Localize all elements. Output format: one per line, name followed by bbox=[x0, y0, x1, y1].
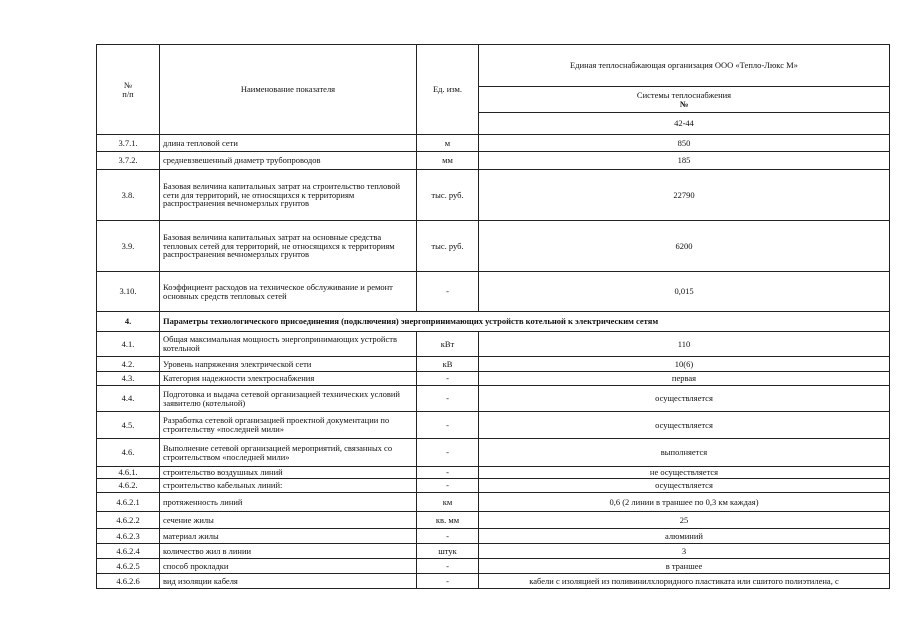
row-unit: - bbox=[417, 386, 479, 412]
row-name: материал жилы bbox=[160, 529, 417, 544]
row-num: 4.6.2. bbox=[97, 479, 160, 493]
row-value: кабели с изоляцией из поливинилхлоридного пластиката или сшитого полиэтилена, с bbox=[479, 574, 890, 589]
row-name: Базовая величина капитальных затрат на основные средства тепловых сетей для территорий, не относящихся к территориям распространения вечномерзлых грунтов bbox=[160, 221, 417, 272]
row-name: Общая максимальная мощность энергопринимающих устройств котельной bbox=[160, 332, 417, 357]
row-name: строительство воздушных линий bbox=[160, 467, 417, 479]
row-name: средневзвешенный диаметр трубопроводов bbox=[160, 152, 417, 170]
row-unit: - bbox=[417, 439, 479, 467]
row-value: осуществляется bbox=[479, 386, 890, 412]
row-unit: кВт bbox=[417, 332, 479, 357]
row-unit: - bbox=[417, 529, 479, 544]
row-value: алюминий bbox=[479, 529, 890, 544]
row-num: 3.8. bbox=[97, 170, 160, 221]
row-num: 4.6.2.2 bbox=[97, 512, 160, 529]
row-num: 4.1. bbox=[97, 332, 160, 357]
table-row bbox=[97, 332, 890, 357]
table-row bbox=[97, 412, 890, 439]
row-value: 10(6) bbox=[479, 357, 890, 372]
row-name: Категория надежности электроснабжения bbox=[160, 372, 417, 386]
header-row-1 bbox=[97, 45, 890, 87]
row-value: в траншее bbox=[479, 559, 890, 574]
row-unit: - bbox=[417, 412, 479, 439]
row-name: вид изоляции кабеля bbox=[160, 574, 417, 589]
row-unit: - bbox=[417, 479, 479, 493]
row-unit: - bbox=[417, 467, 479, 479]
table-row bbox=[97, 272, 890, 312]
table-row bbox=[97, 135, 890, 152]
row-name: Базовая величина капитальных затрат на строительство тепловой сети для территорий, не относящихся к территориям распространения вечномерзлых грунтов bbox=[160, 170, 417, 221]
row-unit: тыс. руб. bbox=[417, 170, 479, 221]
row-num: 4.6.2.4 bbox=[97, 544, 160, 559]
row-unit: - bbox=[417, 559, 479, 574]
table-row bbox=[97, 479, 890, 493]
section-row bbox=[97, 312, 890, 332]
row-num: 4.4. bbox=[97, 386, 160, 412]
row-name: количество жил в линии bbox=[160, 544, 417, 559]
section-num: 4. bbox=[97, 312, 160, 332]
row-name: Подготовка и выдача сетевой организацией технических условий заявителю (котельной) bbox=[160, 386, 417, 412]
row-name: сечение жилы bbox=[160, 512, 417, 529]
header-num-sub: п/п bbox=[122, 88, 134, 99]
row-name: строительство кабельных линий: bbox=[160, 479, 417, 493]
row-num: 4.6.2.6 bbox=[97, 574, 160, 589]
row-num: 3.9. bbox=[97, 221, 160, 272]
header-name-cell: Наименование показателя bbox=[160, 45, 417, 135]
table-row bbox=[97, 574, 890, 589]
row-value: первая bbox=[479, 372, 890, 386]
row-value: не осуществляется bbox=[479, 467, 890, 479]
table-row bbox=[97, 559, 890, 574]
section-title: Параметры технологического присоединения (подключения) энергопринимающих устройств котельной к электрическим сетям bbox=[160, 312, 890, 332]
row-unit: - bbox=[417, 272, 479, 312]
row-num: 4.6.2.1 bbox=[97, 493, 160, 512]
row-unit: тыс. руб. bbox=[417, 221, 479, 272]
row-unit: км bbox=[417, 493, 479, 512]
header-num-cell bbox=[97, 45, 160, 135]
table-row bbox=[97, 544, 890, 559]
row-unit: кв. мм bbox=[417, 512, 479, 529]
row-num: 4.3. bbox=[97, 372, 160, 386]
header-num-symbol: № bbox=[123, 79, 133, 90]
row-name: Коэффициент расходов на техническое обслуживание и ремонт основных средств тепловых сетей bbox=[160, 272, 417, 312]
row-unit: - bbox=[417, 574, 479, 589]
row-num: 3.10. bbox=[97, 272, 160, 312]
table-row bbox=[97, 493, 890, 512]
row-name: протяженность линий bbox=[160, 493, 417, 512]
row-num: 4.5. bbox=[97, 412, 160, 439]
row-num: 4.6.1. bbox=[97, 467, 160, 479]
table-row bbox=[97, 152, 890, 170]
row-value: 110 bbox=[479, 332, 890, 357]
row-num: 3.7.2. bbox=[97, 152, 160, 170]
table-row bbox=[97, 221, 890, 272]
row-value: 3 bbox=[479, 544, 890, 559]
table-row bbox=[97, 529, 890, 544]
row-unit: мм bbox=[417, 152, 479, 170]
row-name: способ прокладки bbox=[160, 559, 417, 574]
header-systems-label: Системы теплоснабжения bbox=[636, 89, 732, 100]
table-row bbox=[97, 372, 890, 386]
header-system-id-cell: 42-44 bbox=[479, 113, 890, 135]
table-row bbox=[97, 467, 890, 479]
row-value: осуществляется bbox=[479, 479, 890, 493]
row-value: 0,015 bbox=[479, 272, 890, 312]
row-unit: - bbox=[417, 372, 479, 386]
table-row bbox=[97, 170, 890, 221]
row-unit: штук bbox=[417, 544, 479, 559]
row-name: Выполнение сетевой организацией мероприятий, связанных со строительством «последней мили» bbox=[160, 439, 417, 467]
row-num: 4.2. bbox=[97, 357, 160, 372]
parameters-table bbox=[96, 44, 890, 589]
row-value: 850 bbox=[479, 135, 890, 152]
table-row bbox=[97, 386, 890, 412]
row-num: 4.6.2.3 bbox=[97, 529, 160, 544]
row-value: 6200 bbox=[479, 221, 890, 272]
row-value: выполняется bbox=[479, 439, 890, 467]
row-value: 22790 bbox=[479, 170, 890, 221]
row-num: 3.7.1. bbox=[97, 135, 160, 152]
table-row bbox=[97, 439, 890, 467]
table-row bbox=[97, 512, 890, 529]
row-value: 25 bbox=[479, 512, 890, 529]
row-value: осуществляется bbox=[479, 412, 890, 439]
row-num: 4.6. bbox=[97, 439, 160, 467]
table-row bbox=[97, 357, 890, 372]
header-unit-cell: Ед. изм. bbox=[417, 45, 479, 135]
header-systems-num: № bbox=[679, 98, 689, 109]
row-name: длина тепловой сети bbox=[160, 135, 417, 152]
header-org-cell: Единая теплоснабжающая организация ООО «Тепло-Люкс М» bbox=[479, 45, 890, 87]
row-num: 4.6.2.5 bbox=[97, 559, 160, 574]
row-unit: кВ bbox=[417, 357, 479, 372]
row-unit: м bbox=[417, 135, 479, 152]
row-value: 0,6 (2 линии в траншее по 0,3 км каждая) bbox=[479, 493, 890, 512]
row-name: Разработка сетевой организацией проектной документации по строительству «последней мили» bbox=[160, 412, 417, 439]
row-value: 185 bbox=[479, 152, 890, 170]
row-name: Уровень напряжения электрической сети bbox=[160, 357, 417, 372]
header-systems-cell bbox=[479, 87, 890, 113]
